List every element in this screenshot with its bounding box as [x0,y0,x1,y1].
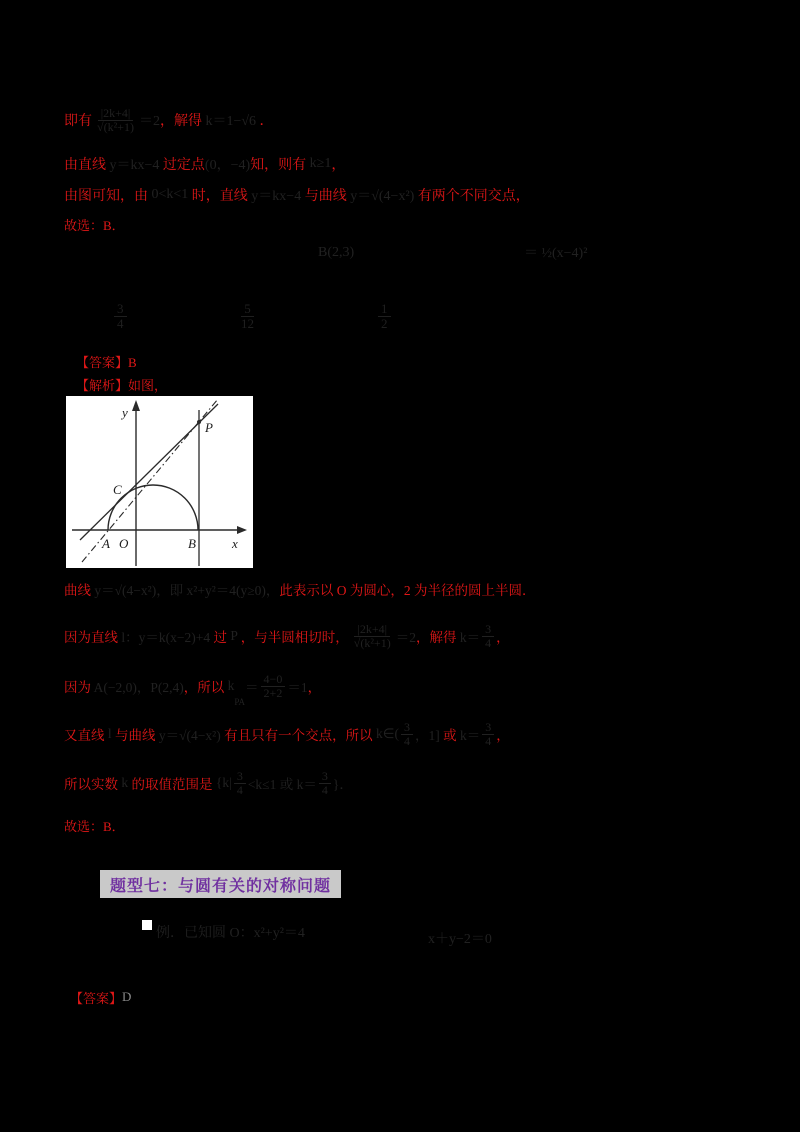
text-red: ， [496,728,510,743]
answer-letter: D [122,989,132,1004]
formula-fragment: k＝ [459,728,481,743]
formula-fragment: k≥1 [306,156,332,171]
y-axis-arrow-icon [132,400,140,411]
formula-fragment: l [104,726,116,741]
fraction [234,770,246,797]
text-red: 或 [439,728,460,743]
point-P-dot [197,420,201,424]
solution-line-3 [64,183,530,207]
formula-fragment: ＝2 [395,630,416,645]
fraction-numerator: 3 [114,302,127,317]
text-red: 【答案】 [70,990,123,1006]
formula-fragment: y＝√(4−x²) [346,189,418,204]
formula-fragment: <k≤1 或 k＝ [247,777,317,792]
x-axis-arrow-icon [237,526,247,534]
coordinate-figure [66,396,253,568]
fraction-denominator: 4 [403,733,410,748]
text-red: 此表示以 O 为圆心，2 为半径的圆上半圆． [279,583,536,598]
fraction-denominator: √(k²+1) [97,119,134,134]
answer-choice-line [64,213,125,235]
formula-fragment: A(−2,0)，P(2,4) [91,680,184,695]
fraction-numerator: 3 [319,770,331,784]
origin-label: O [119,536,129,551]
formula-subscript: PA [234,697,246,707]
section-header [100,870,341,898]
text-red: ，与半圆相切时， [240,630,349,645]
formula-fragment: 0<k<1 [148,187,192,202]
fraction [261,673,286,700]
formula-fragment: k [118,775,132,790]
fraction-numerator: |2k+4| [354,623,390,637]
fraction-denominator: 4 [485,733,492,748]
text-red: 即有 [64,114,92,129]
formula-fragment: ，1] [414,728,440,743]
formula-fragment: P [226,628,241,643]
fraction-numerator: 3 [482,623,494,637]
text-red: 又直线 [64,728,105,743]
formula-fragment: k＝1−√6 [201,114,260,129]
fraction-denominator: 4 [236,782,243,797]
fraction [94,107,137,134]
fraction-numerator: 5 [241,302,254,317]
text-red: 过 [213,630,227,645]
fraction-denominator: 4 [117,316,124,332]
solution-line-13 [64,762,353,804]
fraction-denominator: √(k²+1) [353,635,391,650]
text-red: 有两个不同交点， [417,189,530,204]
text-red: 故选：B． [64,217,125,233]
axis-label-x: x [232,536,238,551]
text-red: ． [259,114,274,129]
text-red: 曲线 [64,583,91,598]
solution-line-2 [64,152,345,176]
text-red: ，所以 [183,680,225,695]
point-label-C: C [113,482,122,497]
text-red: 由图可知，由 [64,189,148,204]
text-red: 所以实数 [64,777,118,792]
text-red: 与曲线 [115,728,156,743]
formula-fragment: }． [332,777,353,792]
solution-line-10 [64,614,510,658]
fraction [319,770,331,797]
text-red: 因为 [64,680,91,695]
text-red: 知，则有 [250,158,307,173]
text-red: 因为直线 [64,630,118,645]
fraction-denominator: 4 [485,635,492,650]
text-red: ， [496,630,510,645]
formula-fragment: k＝ [456,630,481,645]
formula-fragment: l：y＝k(x−2)+4 [118,630,214,645]
figure-svg [66,396,253,568]
text-red: ，解得 [415,630,457,645]
text-red: 故选：B． [64,818,125,834]
formula-fragment: ＝ ½(x−4)² [524,246,588,261]
fraction-numerator: |2k+4| [98,107,134,121]
solution-line-12 [64,714,510,754]
formula-fragment: {k| [212,775,232,790]
fraction-denominator: 4 [321,782,328,797]
text-red: 有且只有一个交点，所以 [224,728,373,743]
text-red: ，解得 [159,114,202,129]
formula-fragment: ，即 x²+y²＝4(y≥0)， [156,583,280,598]
fraction-denominator: 12 [241,316,254,332]
text-red: 【答案】B [76,354,137,370]
point-label-B: B [188,536,196,551]
answer-label-line [76,351,137,371]
formula-fragment: 例．已知圆 O：x²+y²＝4 [156,926,305,941]
fraction [378,302,391,331]
fraction-numerator: 3 [482,721,494,735]
fraction-denominator: 2 [381,316,388,332]
white-square-marker [142,920,152,930]
section-header-label: 题型七：与圆有关的对称问题 [110,877,332,895]
formula-fragment: y＝√(4−x²) [155,728,225,743]
point-label-P: P [205,420,213,435]
formula-fragment: (0，−4) [204,158,251,173]
formula-fragment: y＝kx−4 [106,158,163,173]
formula-fragment: y＝kx−4 [247,189,305,204]
text-red: 【解析】如图， [76,377,168,393]
formula-fragment: k [224,678,235,693]
text-red: 时，直线 [191,189,248,204]
formula-fragment: x＋y−2＝0 [428,932,492,947]
fraction [351,623,394,650]
axis-label-y: y [122,405,128,420]
fraction-numerator: 3 [234,770,246,784]
formula-fragment: ＝1 [287,680,308,695]
fraction [114,302,127,331]
fraction [482,623,494,650]
fraction [401,721,413,748]
fraction [482,721,494,748]
fraction-numerator: 3 [401,721,413,735]
answer-label-line-2 [70,987,131,1007]
solution-line-1 [64,98,274,142]
fraction-denominator: 2+2 [263,685,283,700]
text-red: 的取值范围是 [131,777,213,792]
formula-fragment: k∈( [372,726,399,741]
text-red: 过定点 [162,158,205,173]
solution-line-9 [64,577,536,601]
analysis-label-line [76,374,167,394]
formula-fragment: B(2,3) [318,245,355,260]
fraction-numerator: 1 [378,302,391,317]
answer-choice-line-2 [64,814,125,836]
text-red: 与曲线 [304,189,347,204]
fraction-numerator: 4−0 [261,673,286,687]
text-red: 由直线 [64,158,106,173]
formula-fragment: ＝2 [138,114,160,129]
fraction [238,302,257,331]
formula-fragment: y＝√(4−x²) [91,583,157,598]
formula-fragment: ＝ [245,680,259,695]
text-red: ， [331,158,346,173]
solution-line-11 [64,668,322,707]
point-label-A: A [102,536,110,551]
text-red: ， [307,680,322,695]
